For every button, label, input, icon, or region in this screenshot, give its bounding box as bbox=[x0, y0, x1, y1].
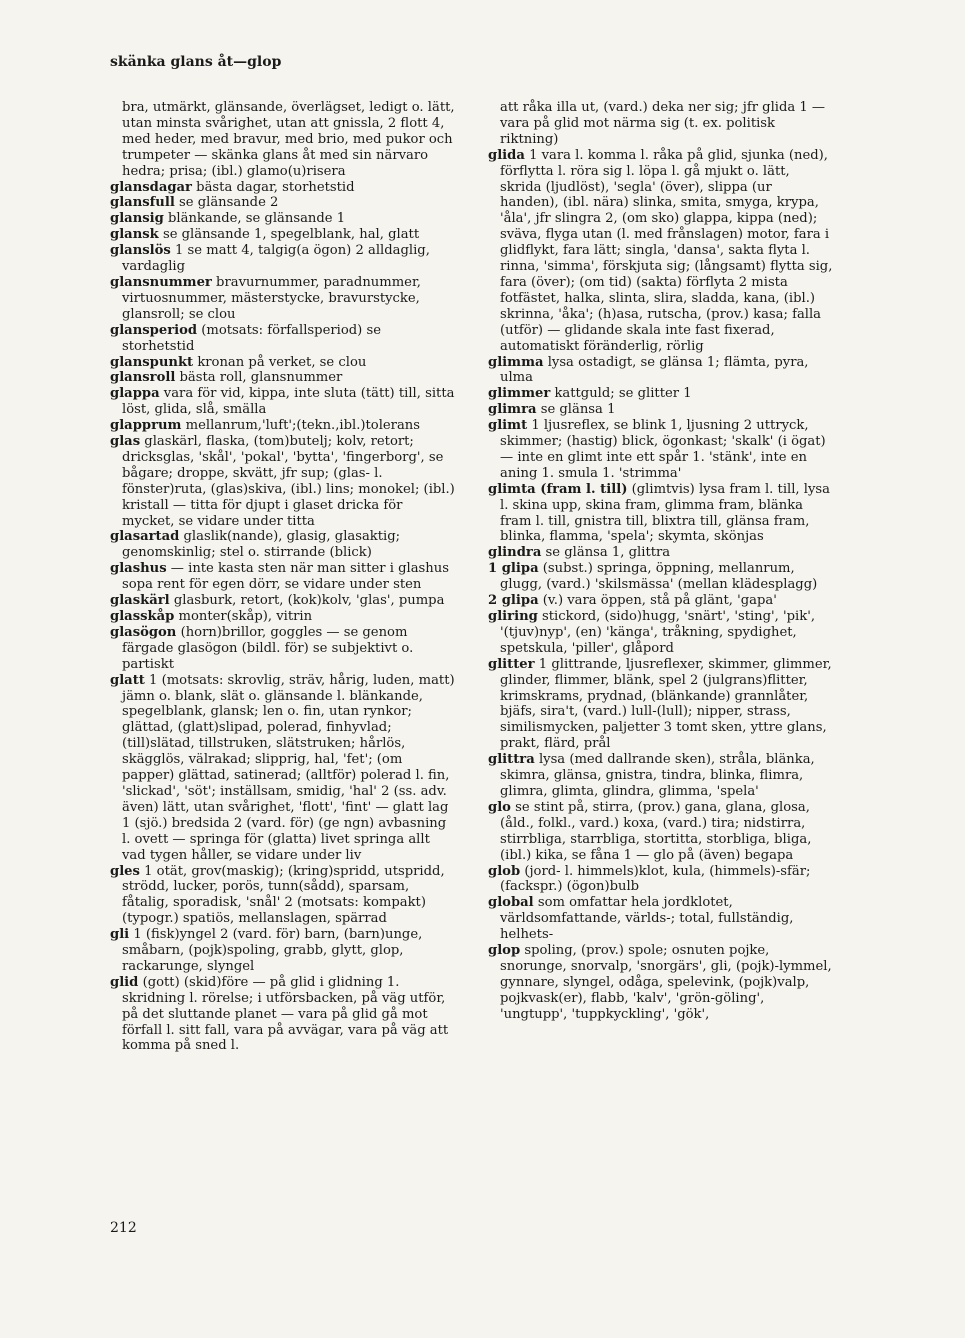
entry-headword: glasskåp bbox=[110, 609, 175, 624]
entry-definition: se glänsa 1 bbox=[540, 402, 616, 418]
dictionary-entry bbox=[110, 529, 455, 561]
dictionary-entry bbox=[110, 625, 455, 673]
entry-definition: 1 (fisk)yngel 2 (vard. för) barn, (barn)unge, småbarn, (pojk)spoling, grabb, glytt, glop, rackarunge, slyngel bbox=[122, 927, 423, 974]
entry-headword: gles bbox=[110, 863, 140, 879]
entry-headword: glob bbox=[488, 863, 521, 879]
dictionary-entry bbox=[488, 482, 833, 546]
entry-headword: glansfull bbox=[110, 195, 175, 211]
entry-headword: glaskärl bbox=[110, 593, 170, 609]
entry-headword: glansdagar bbox=[110, 179, 192, 195]
entry-headword: glimta (fram l. till) bbox=[488, 481, 628, 497]
entry-definition: vara för vid, kippa, inte sluta (tätt) till, sitta löst, glida, slå, smälla bbox=[122, 386, 455, 418]
entry-definition: (horn)brillor, goggles — se genom färgade glasögon (bildl. för) se subjektivt o. partiskt bbox=[122, 624, 414, 672]
entry-definition: kronan på verket, se clou bbox=[197, 354, 367, 370]
dictionary-entry bbox=[110, 593, 455, 609]
dictionary-entry bbox=[110, 227, 455, 243]
entry-definition: spoling, (prov.) spole; osnuten pojke, snorunge, snorvalp, 'snorgärs', gli, (pojk)-lymmel, gynnare, slyngel, odåga, spelevink, (pojk)valp, pojkvask(er), flabb, 'kalv', 'grön-göling', 'ungtupp', 'tuppkyckling', 'gök', bbox=[500, 943, 832, 1022]
entry-definition: (glimtvis) lysa fram l. till, lysa l. skina upp, skina fram, glimma fram, blänka fram l. till, gnistra till, blixtra till, glänsa fram, blinka, flamma, 'spela'; skymta, skönjas bbox=[500, 481, 830, 545]
entry-definition: glaskärl, flaska, (tom)butelj; kolv, retort; dricksglas, 'skål', 'pokal', 'bytta', 'fingerborg', se bågare; droppe, skvätt, jfr sup; (glas- l. fönster)ruta, (glas)skiva, (ibl.) lins; monokel; (ibl.) kristall — titta för djupt i glaset dricka för mycket, se vidare under titta bbox=[122, 434, 455, 529]
dictionary-entry bbox=[488, 355, 833, 387]
dictionary-entry bbox=[110, 927, 455, 975]
dictionary-entry bbox=[488, 561, 833, 593]
dictionary-entry bbox=[488, 402, 833, 418]
entry-definition: (jord- l. himmels)klot, kula, (himmels)-sfär; (fackspr.) (ögon)bulb bbox=[500, 863, 811, 895]
entry-definition: kattguld; se glitter 1 bbox=[554, 386, 692, 402]
dictionary-entry bbox=[110, 609, 455, 625]
dictionary-entry bbox=[110, 370, 455, 386]
entry-headword: 1 glipa bbox=[488, 561, 539, 577]
entry-definition: 1 se matt 4, talgig(a ögon) 2 alldaglig, vardaglig bbox=[122, 243, 430, 275]
entry-headword: glimt bbox=[488, 418, 528, 434]
entry-definition: glasburk, retort, (kok)kolv, 'glas', pumpa bbox=[173, 593, 445, 609]
entry-definition: lysa (med dallrande sken), stråla, blänka, skimra, glänsa, gnistra, tindra, blinka, flimra, glimra, glimta, glindra, glimma, 'spela' bbox=[500, 752, 815, 799]
entry-headword: gliring bbox=[488, 609, 538, 624]
entry-definition: blänkande, se glänsande 1 bbox=[168, 211, 346, 227]
entry-definition: se stint på, stirra, (prov.) gana, glana, glosa, (åld., folkl., vard.) koxa, (vard.) tira; nidstirra, stirrbliga, starrbliga, stortitta, storbliga, bliga, (ibl.) kika, se fåna 1 — glo på (även) begapa bbox=[500, 799, 812, 863]
dictionary-entry bbox=[110, 673, 455, 864]
dictionary-entry bbox=[110, 386, 455, 418]
entry-definition: bra, utmärkt, glänsande, överlägset, ledigt o. lätt, utan minsta svårighet, utan att gnissla, 2 flott 4, med heder, med bravur, med brio, med pukor och trumpeter — skänka glans åt med sin närvaro hedra; prisa; (ibl.) glamo(u)risera bbox=[122, 100, 455, 179]
entry-definition: se glänsande 2 bbox=[179, 195, 279, 211]
entry-definition: 1 otät, grov(maskig); (kring)spridd, utspridd, strödd, lucker, porös, tunn(sådd), sparsam, fåtalig, sporadisk, 'snål' 2 (motsats: kompakt) (typogr.) spatiös, mellanslagen, spärrad bbox=[122, 863, 445, 927]
right-column bbox=[488, 100, 833, 1023]
entry-headword: glop bbox=[488, 943, 521, 959]
entry-definition: bästa dagar, storhetstid bbox=[196, 179, 355, 195]
entry-headword: glashus bbox=[110, 561, 167, 577]
dictionary-entry bbox=[110, 434, 455, 529]
dictionary-entry bbox=[488, 752, 833, 800]
dictionary-entry bbox=[110, 180, 455, 196]
dictionary-entry bbox=[488, 386, 833, 402]
dictionary-entry bbox=[110, 323, 455, 355]
entry-headword: glittra bbox=[488, 752, 535, 768]
entry-definition: stickord, (sido)hugg, 'snärt', 'sting', 'pik', '(tjuv)nyp', (en) 'känga', tråkning, spydighet, spetskula, 'piller', glåpord bbox=[500, 609, 816, 656]
entry-definition: 1 vara l. komma l. råka på glid, sjunka (ned), förflytta l. röra sig l. löpa l. gå mjukt o. lätt, skrida (ljudlöst), 'segla' (över), slippa (ur handen), (ibl. nära) slinka, smita, smyga, krypa, 'åla', jfr slingra 2, (om sko) glappa, kippa (ned); sväva, flyga utan (l. med frånslagen) motor, fara i glidflykt, fara lätt; singla, 'dansa', sakta flyta l. rinna, 'simma', förskjuta sig; (långsamt) flytta sig, fara (över); (om tid) (sakta) förflyta 2 mista fotfästet, halka, slinta, slira, sladda, kana, (ibl.) skrinna, 'åka'; (h)asa, rutscha, (prov.) kasa; falla (utför) — glidande skala inte fast fixerad, automatiskt föränderlig, rörlig bbox=[500, 147, 833, 354]
dictionary-entry bbox=[488, 800, 833, 864]
page-number: 212 bbox=[110, 1220, 137, 1236]
entry-definition: mellanrum,'luft';(tekn.,ibl.)tolerans bbox=[185, 418, 421, 434]
entry-headword: glimmer bbox=[488, 386, 551, 402]
dictionary-entry bbox=[110, 418, 455, 434]
dictionary-entry bbox=[110, 561, 455, 593]
dictionary-entry bbox=[110, 975, 455, 1055]
entry-headword: glimra bbox=[488, 402, 537, 418]
entry-headword: glindra bbox=[488, 545, 542, 561]
entry-definition: (v.) vara öppen, stå på glänt, 'gapa' bbox=[542, 593, 777, 609]
dictionary-entry bbox=[488, 943, 833, 1023]
dictionary-entry bbox=[110, 243, 455, 275]
entry-headword: glatt bbox=[110, 672, 145, 688]
entry-headword: glida bbox=[488, 147, 525, 163]
entry-headword: glansnummer bbox=[110, 274, 212, 290]
entry-definition: 1 ljusreflex, se blink 1, ljusning 2 uttryck, skimmer; (hastig) blick, ögonkast; 'skalk' (i ögat) — inte en glimt inte ett spår 1. 'stänk', inte en aning 1. smula 1. 'strimma' bbox=[500, 418, 826, 481]
entry-definition: (subst.) springa, öppning, mellanrum, glugg, (vard.) 'skilsmässa' (mellan klädesplagg) bbox=[500, 561, 818, 593]
dictionary-entry bbox=[488, 593, 833, 609]
entry-headword: glapprum bbox=[110, 418, 182, 434]
entry-headword: glanspunkt bbox=[110, 354, 194, 370]
dictionary-entry bbox=[488, 609, 833, 657]
entry-headword: glasögon bbox=[110, 624, 177, 640]
entry-headword: glansk bbox=[110, 227, 159, 243]
dictionary-entry bbox=[488, 148, 833, 355]
entry-headword: glasartad bbox=[110, 529, 180, 545]
dictionary-entry bbox=[488, 864, 833, 896]
running-header: skänka glans åt—glop bbox=[110, 54, 282, 70]
entry-headword: glappa bbox=[110, 386, 160, 402]
entry-definition: (gott) (skid)före — på glid i glidning 1. skridning l. rörelse; i utförsbacken, på väg utför, på det sluttande planet — vara på glid gå mot förfall l. sitt fall, vara på avvägar, vara på väg att komma på sned l. bbox=[122, 974, 449, 1054]
entry-definition: lysa ostadigt, se glänsa 1; flämta, pyra, ulma bbox=[500, 354, 809, 386]
entry-definition: (motsats: förfallsperiod) se storhetstid bbox=[122, 322, 381, 354]
entry-headword: glansperiod bbox=[110, 322, 198, 338]
entry-definition: bästa roll, glansnummer bbox=[179, 370, 343, 386]
entry-headword: global bbox=[488, 895, 534, 911]
entry-definition: se glänsa 1, glittra bbox=[545, 545, 671, 561]
left-column bbox=[110, 100, 455, 1054]
entry-headword: glas bbox=[110, 434, 141, 450]
dictionary-entry bbox=[488, 100, 833, 148]
entry-definition: 1 (motsats: skrovlig, sträv, hårig, luden, matt) jämn o. blank, slät o. glänsande l. blänkande, spegelblank, glansk; len o. fin, utan rynkor; glättad, (glatt)slipad, polerad, finhyvlad; (till)slätad, tillstruken, slätstruken; hårlös, skägglös, välrakad; slipprig, hal, 'fet'; (om papper) glättad, satinerad; (alltför) polerad l. fin, 'slickad', 'söt'; inställsam, smidig, 'hal' 2 (ss. adv. även) lätt, utan svårighet, 'flott', 'fint' — glatt lag 1 (sjö.) bredsida 2 (vard. för) (ge ngn) avbasning l. ovett — springa för (glatta) livet springa allt vad tygen håller, se vidare under liv bbox=[122, 672, 455, 863]
entry-definition: — inte kasta sten när man sitter i glashus sopa rent för egen dörr, se vidare under sten bbox=[122, 561, 449, 593]
dictionary-entry bbox=[488, 418, 833, 482]
entry-definition: monter(skåp), vitrin bbox=[178, 609, 313, 624]
dictionary-entry bbox=[488, 545, 833, 561]
entry-definition: bravurnummer, paradnummer, virtuosnummer, mästerstycke, bravurstycke, glansroll; se clou bbox=[122, 274, 421, 322]
dictionary-entry bbox=[110, 100, 455, 180]
entry-definition: att råka illa ut, (vard.) deka ner sig; jfr glida 1 — vara på glid mot närma sig (t. ex. politisk riktning) bbox=[500, 100, 826, 147]
dictionary-entry bbox=[110, 275, 455, 323]
dictionary-entry bbox=[488, 657, 833, 752]
entry-headword: glansig bbox=[110, 211, 164, 227]
entry-definition: se glänsande 1, spegelblank, hal, glatt bbox=[162, 227, 420, 243]
entry-headword: glo bbox=[488, 799, 511, 815]
entry-headword: glanslös bbox=[110, 243, 171, 259]
entry-headword: 2 glipa bbox=[488, 593, 539, 609]
entry-headword: glimma bbox=[488, 354, 544, 370]
dictionary-entry bbox=[110, 195, 455, 211]
entry-headword: gli bbox=[110, 927, 130, 943]
entry-definition: 1 glittrande, ljusreflexer, skimmer, glimmer, glinder, flimmer, blänk, spel 2 (julgrans)flitter, krimskrams, prydnad, (blänkande) grannlåter, bjäfs, sira't, (vard.) lull-(lull); nipper, strass, similismycken, paljetter 3 tomt sken, yttre glans, prakt, flärd, prål bbox=[500, 656, 832, 752]
entry-headword: glansroll bbox=[110, 370, 176, 386]
entry-headword: glitter bbox=[488, 656, 535, 672]
dictionary-entry bbox=[488, 895, 833, 943]
entry-definition: som omfattar hela jordklotet, världsomfattande, världs-; total, fullständig, helhets- bbox=[500, 895, 794, 943]
dictionary-entry bbox=[110, 211, 455, 227]
entry-definition: glaslik(nande), glasig, glasaktig; genomskinlig; stel o. stirrande (blick) bbox=[122, 529, 401, 561]
entry-headword: glid bbox=[110, 974, 139, 990]
dictionary-entry bbox=[110, 864, 455, 928]
dictionary-entry bbox=[110, 355, 455, 371]
